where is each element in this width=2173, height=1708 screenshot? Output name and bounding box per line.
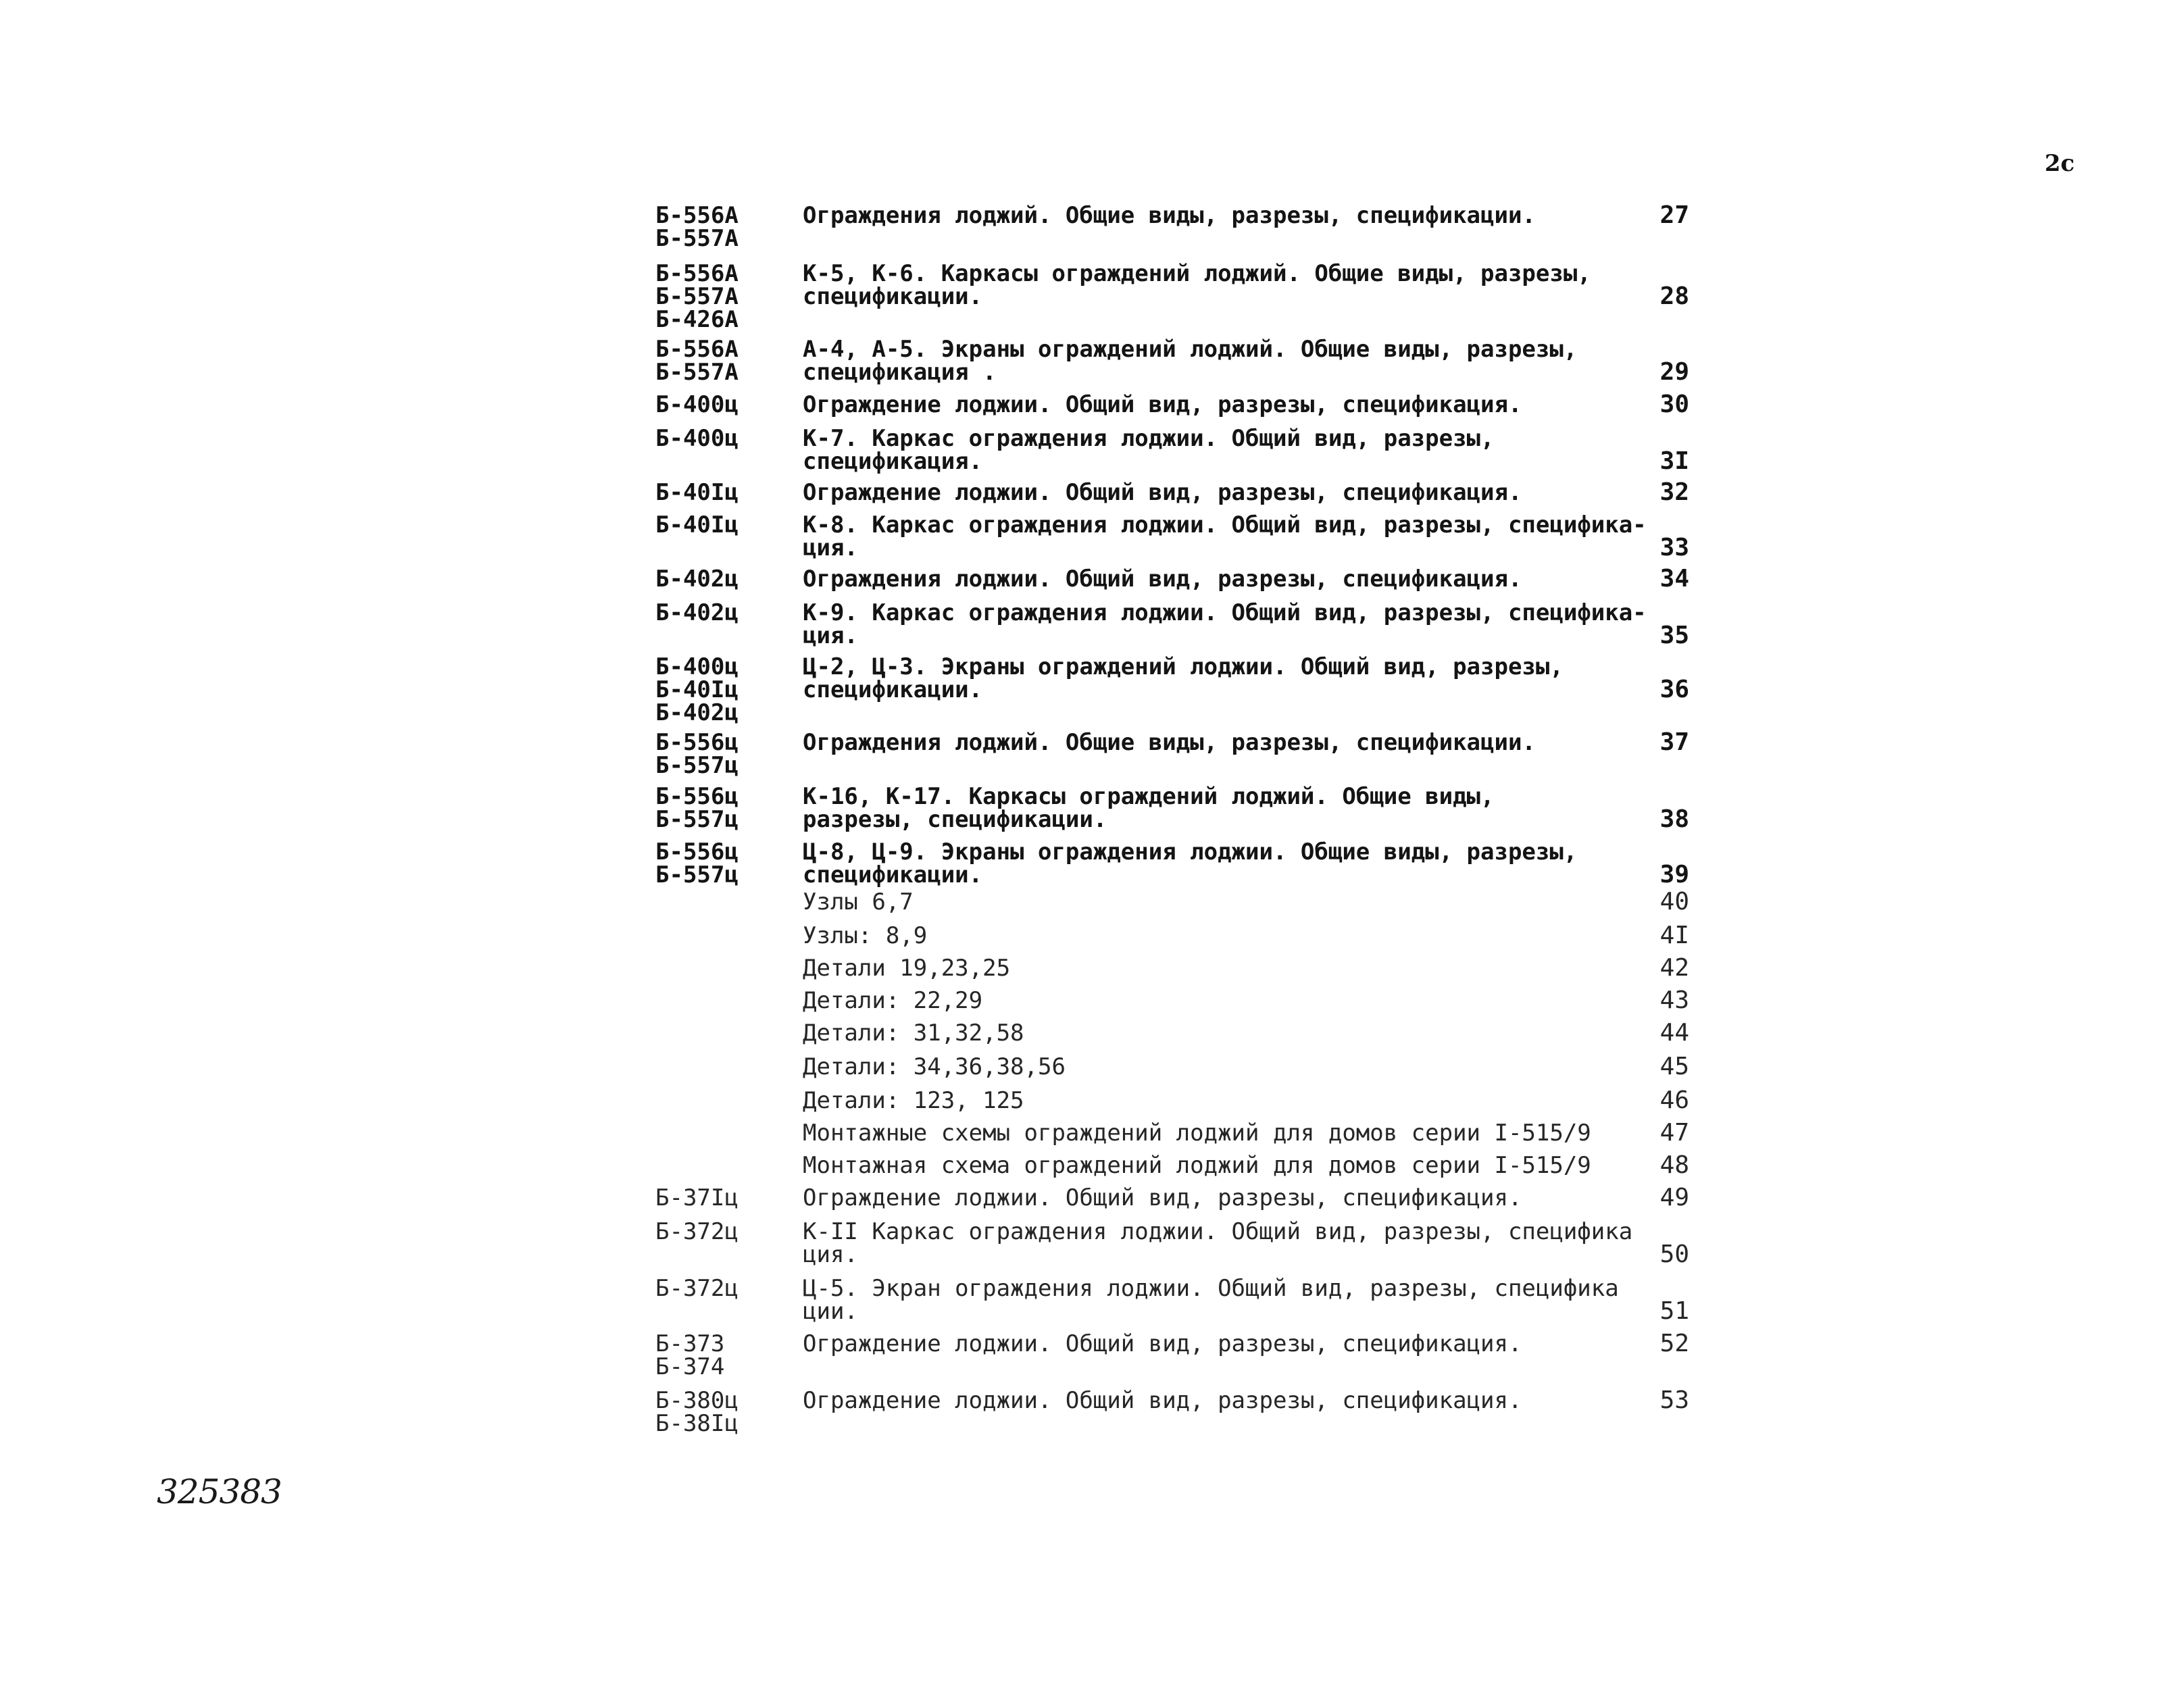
sheet-title [803,655,1627,701]
title-line: Ограждение лоджии. Общий вид, разрезы, спецификация. [803,391,1522,418]
drawing-code: Б-380ц [655,1387,739,1414]
sheet-title [803,1389,1627,1412]
sheet-title [803,957,1627,980]
sheet-title [803,511,1647,561]
drawing-codes [655,601,791,624]
title-line: К-II Каркас ограждения лоджии. Общий вид, разрезы, специфика [803,1218,1633,1245]
page-number: 48 [1659,1151,1689,1179]
drawing-codes [655,338,791,384]
sheet-title [803,599,1647,649]
page-number: 32 [1659,478,1689,506]
page-number: 39 [1659,861,1689,888]
drawing-code: Б-37Iц [655,1184,739,1211]
sheet-title [803,427,1627,473]
sheet-title [803,568,1627,591]
title-line: А-4, А-5. Экраны ограждений лоджий. Общие виды, разрезы, [803,336,1578,363]
page-number: 46 [1659,1086,1689,1114]
title-line: Монтажные схемы ограждений лоджий для домов серии I-515/9 [803,1120,1591,1147]
drawing-codes [655,393,791,416]
title-line: К-9. Каркас ограждения лоджии. Общий вид, разрезы, специфика- [803,599,1647,626]
title-line: Ограждения лоджий. Общие виды, разрезы, спецификации. [803,202,1536,229]
drawing-codes [655,1389,791,1435]
drawing-code: Б-374 [655,1353,725,1380]
title-line: Детали: 22,29 [803,987,983,1014]
sheet-title [803,393,1627,416]
sheet-title [803,204,1627,227]
drawing-codes [655,262,791,331]
title-line: ции. [803,1298,858,1325]
sheet-title [803,731,1627,754]
drawing-codes [655,1277,791,1300]
title-line: спецификации. [803,861,983,888]
drawing-codes [655,1332,791,1378]
page-number: 30 [1659,391,1689,418]
title-line: К-5, К-6. Каркасы ограждений лоджий. Общие виды, разрезы, [803,260,1591,287]
title-line: К-7. Каркас ограждения лоджии. Общий вид, разрезы, [803,425,1495,452]
page-number: 34 [1659,565,1689,593]
drawing-codes [655,731,791,777]
drawing-code: Б-400ц [655,653,739,680]
page-number: 51 [1659,1297,1689,1325]
page-number: 42 [1659,954,1689,982]
drawing-code: Б-400ц [655,391,739,418]
drawing-code: Б-557А [655,225,739,252]
page-number: 40 [1659,888,1689,915]
drawing-code: Б-556А [655,336,739,363]
page-number: 33 [1659,534,1689,561]
drawing-code: Б-402ц [655,566,739,593]
sheet-title [803,890,1627,913]
sheet-title [803,1022,1627,1045]
title-line: Ограждения лоджии. Общий вид, разрезы, спецификация. [803,566,1522,593]
title-line: Детали: 34,36,38,56 [803,1053,1066,1080]
drawing-code: Б-400ц [655,425,739,452]
title-line: разрезы, спецификации. [803,806,1107,833]
title-line: Узлы: 8,9 [803,922,928,949]
drawing-code: Б-402ц [655,699,739,726]
sheet-title [803,840,1627,886]
drawing-codes [655,427,791,450]
title-line: Ограждение лоджии. Общий вид, разрезы, спецификация. [803,1387,1522,1414]
drawing-code: Б-372ц [655,1218,739,1245]
drawing-code: Б-556ц [655,783,739,810]
title-line: Ц-8, Ц-9. Экраны ограждения лоджии. Общие виды, разрезы, [803,838,1578,865]
sheet-title [803,924,1627,947]
page-number: 53 [1659,1386,1689,1414]
title-line: Детали 19,23,25 [803,955,1011,982]
page-number: 36 [1659,676,1689,703]
drawing-codes [655,481,791,504]
sheet-title [803,989,1627,1012]
page-number: 50 [1659,1240,1689,1268]
drawing-code: Б-372ц [655,1275,739,1302]
title-line: Монтажная схема ограждений лоджий для домов серии I-515/9 [803,1152,1591,1179]
drawing-codes [655,655,791,724]
drawing-codes [655,568,791,591]
sheet-title [803,1089,1627,1112]
title-line: К-8. Каркас ограждения лоджии. Общий вид, разрезы, специфика- [803,511,1647,538]
page-number: 35 [1659,622,1689,649]
title-line: спецификации. [803,676,983,703]
page-number: 28 [1659,282,1689,310]
drawing-code: Б-373 [655,1330,725,1357]
drawing-code: Б-556ц [655,838,739,865]
sheet-title [803,338,1627,384]
drawing-code: Б-557ц [655,752,739,779]
drawing-code: Б-557А [655,359,739,386]
drawing-code: Б-557ц [655,861,739,888]
title-line: К-16, К-17. Каркасы ограждений лоджий. Общие виды, [803,783,1495,810]
page-number: 3I [1659,447,1689,475]
title-line: Ограждения лоджий. Общие виды, разрезы, спецификации. [803,729,1536,756]
page-number: 27 [1659,201,1689,229]
title-line: Ц-2, Ц-3. Экраны ограждений лоджии. Общий вид, разрезы, [803,653,1564,680]
title-line: Ограждение лоджии. Общий вид, разрезы, спецификация. [803,1330,1522,1357]
drawing-codes [655,785,791,831]
drawing-code: Б-402ц [655,599,739,626]
sheet-number: 2с [2045,150,2075,177]
title-line: спецификации. [803,283,983,310]
title-line: ция. [803,1241,858,1268]
page-number: 45 [1659,1053,1689,1080]
sheet-title [803,785,1627,831]
drawing-code: Б-40Iц [655,676,739,703]
sheet-title [803,1332,1627,1355]
page-number: 47 [1659,1119,1689,1147]
sheet-title [803,1122,1627,1145]
drawing-code: Б-38Iц [655,1410,739,1437]
drawing-code: Б-556ц [655,729,739,756]
inventory-number: 325383 [157,1472,282,1511]
sheet-title [803,1055,1627,1078]
drawing-code: Б-40Iц [655,511,739,538]
drawing-codes [655,840,791,886]
title-line: Детали: 31,32,58 [803,1020,1024,1047]
title-line: ция. [803,534,858,561]
sheet-title [803,481,1627,504]
drawing-codes [655,204,791,250]
title-line: спецификация . [803,359,997,386]
page-number: 37 [1659,728,1689,756]
sheet-title [803,1186,1627,1209]
page-number: 43 [1659,986,1689,1014]
page-number: 38 [1659,805,1689,833]
drawing-code: Б-556А [655,260,739,287]
sheet-title [803,262,1627,308]
drawing-code: Б-557ц [655,806,739,833]
page-number: 52 [1659,1330,1689,1357]
drawing-codes [655,1220,791,1243]
sheet-title [803,1154,1627,1177]
drawing-codes [655,1186,791,1209]
title-line: Ц-5. Экран ограждения лоджии. Общий вид, разрезы, специфика [803,1275,1619,1302]
title-line: Ограждение лоджии. Общий вид, разрезы, спецификация. [803,1184,1522,1211]
page-number: 4I [1659,922,1689,949]
page-number: 49 [1659,1184,1689,1211]
drawing-codes [655,513,791,536]
drawing-code: Б-556А [655,202,739,229]
drawing-code: Б-426А [655,306,739,333]
title-line: Детали: 123, 125 [803,1087,1024,1114]
title-line: спецификация. [803,448,983,475]
title-line: Ограждение лоджии. Общий вид, разрезы, спецификация. [803,479,1522,506]
sheet-title [803,1277,1627,1323]
sheet-title [803,1218,1633,1268]
title-line: Узлы 6,7 [803,888,914,915]
drawing-code: Б-40Iц [655,479,739,506]
title-line: ция. [803,622,858,649]
page-number: 44 [1659,1019,1689,1047]
page-number: 29 [1659,358,1689,386]
drawing-code: Б-557А [655,283,739,310]
